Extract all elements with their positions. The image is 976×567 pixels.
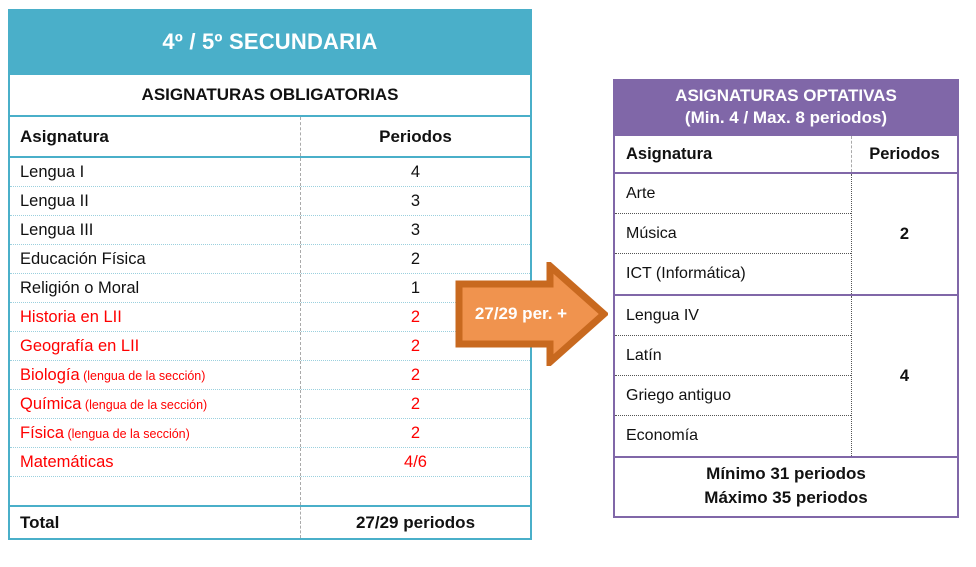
subject-note: (lengua de la sección): [81, 397, 208, 412]
periods-cell: 1: [300, 274, 530, 302]
list-item: Lengua IV: [615, 296, 851, 336]
table-row: [10, 332, 530, 361]
table-row: [10, 419, 530, 448]
optional-subjects-table: [613, 79, 959, 518]
footer-maximum: Máximo 35 periodos: [704, 488, 868, 507]
subject-name: Biología: [20, 365, 80, 384]
optional-footer: [615, 458, 957, 516]
transition-arrow: [455, 262, 608, 366]
subject-name: Física: [20, 423, 65, 442]
column-header-asignatura: Asignatura: [626, 144, 713, 163]
table-row: [10, 390, 530, 419]
spacer-cell-right: [300, 477, 530, 505]
table-row: [10, 187, 530, 216]
left-table-subtitle: ASIGNATURAS OBLIGATORIAS: [8, 75, 532, 117]
list-item: Música: [615, 214, 851, 254]
right-table-title: [613, 79, 959, 136]
periods-cell: 2: [300, 390, 530, 418]
table-row: [10, 303, 530, 332]
optional-subjects-grid: [613, 136, 959, 518]
subject-name: Lengua II: [20, 191, 89, 210]
subject-name-cell: [10, 424, 300, 443]
arrow-label: 27/29 per. +: [474, 304, 568, 323]
subject-name-cell: [10, 163, 300, 182]
list-item: Griego antiguo: [615, 376, 851, 416]
footer-minimum: Mínimo 31 periodos: [706, 464, 866, 483]
subject-group: [615, 174, 957, 296]
table-row: [10, 274, 530, 303]
subject-name-cell: [10, 221, 300, 240]
subject-name: Lengua I: [20, 162, 85, 181]
table-header-row: [615, 136, 957, 174]
table-row: [10, 216, 530, 245]
subject-name: Religión o Moral: [20, 278, 140, 297]
subject-name-cell: [10, 279, 300, 298]
subject-note: (lengua de la sección): [64, 426, 190, 441]
total-label: Total: [20, 512, 60, 532]
mandatory-subjects-table: [8, 9, 532, 540]
list-item: Latín: [615, 336, 851, 376]
list-item: ICT (Informática): [626, 265, 746, 282]
table-header-row: [10, 117, 530, 158]
subject-list: [615, 174, 851, 294]
periods-cell: 2: [300, 245, 530, 273]
subject-name: Química: [20, 394, 82, 413]
total-value: 27/29 periodos: [300, 507, 530, 538]
subject-name: Educación Física: [20, 249, 146, 268]
subject-name: Matemáticas: [20, 452, 114, 471]
column-header-periodos: Periodos: [300, 117, 530, 156]
column-header-asignatura: Asignatura: [20, 126, 109, 146]
right-table-title-line1: ASIGNATURAS OPTATIVAS: [675, 86, 897, 105]
subject-group: [615, 296, 957, 458]
subject-name: Lengua III: [20, 220, 94, 239]
subject-name: Historia en LII: [20, 307, 122, 326]
subject-name-cell: [10, 337, 300, 356]
column-header-periodos: Periodos: [851, 136, 957, 172]
periods-cell: 2: [300, 419, 530, 447]
subject-name-cell: [10, 308, 300, 327]
periods-cell: 4/6: [300, 448, 530, 476]
periods-cell: 2: [300, 361, 530, 389]
table-row: [10, 245, 530, 274]
group-periods-cell: 2: [851, 174, 957, 294]
subject-note: (lengua de la sección): [79, 368, 206, 383]
periods-cell: 2: [300, 332, 530, 360]
table-row: [10, 158, 530, 187]
periods-cell: 4: [300, 158, 530, 186]
right-arrow-icon: [455, 262, 608, 366]
periods-cell: 3: [300, 187, 530, 215]
periods-cell: 2: [300, 303, 530, 331]
mandatory-subjects-body: [10, 158, 530, 477]
table-row: [10, 448, 530, 477]
subject-name-cell: [10, 453, 300, 472]
optional-subjects-body: [615, 174, 957, 458]
right-table-title-line2: (Min. 4 / Max. 8 periodos): [684, 108, 888, 127]
group-periods-cell: 4: [851, 296, 957, 456]
list-item: Economía: [626, 427, 699, 444]
subject-name-cell: [10, 250, 300, 269]
subject-list: [615, 296, 851, 456]
mandatory-subjects-grid: [8, 117, 532, 540]
periods-cell: 3: [300, 216, 530, 244]
spacer-row: [10, 477, 530, 507]
left-table-title: 4º / 5º SECUNDARIA: [8, 9, 532, 75]
subject-name-cell: [10, 192, 300, 211]
total-row: [10, 507, 530, 540]
subject-name-cell: [10, 395, 300, 414]
list-item: Arte: [615, 174, 851, 214]
subject-name-cell: [10, 366, 300, 385]
table-row: [10, 361, 530, 390]
subject-name: Geografía en LII: [20, 336, 140, 355]
